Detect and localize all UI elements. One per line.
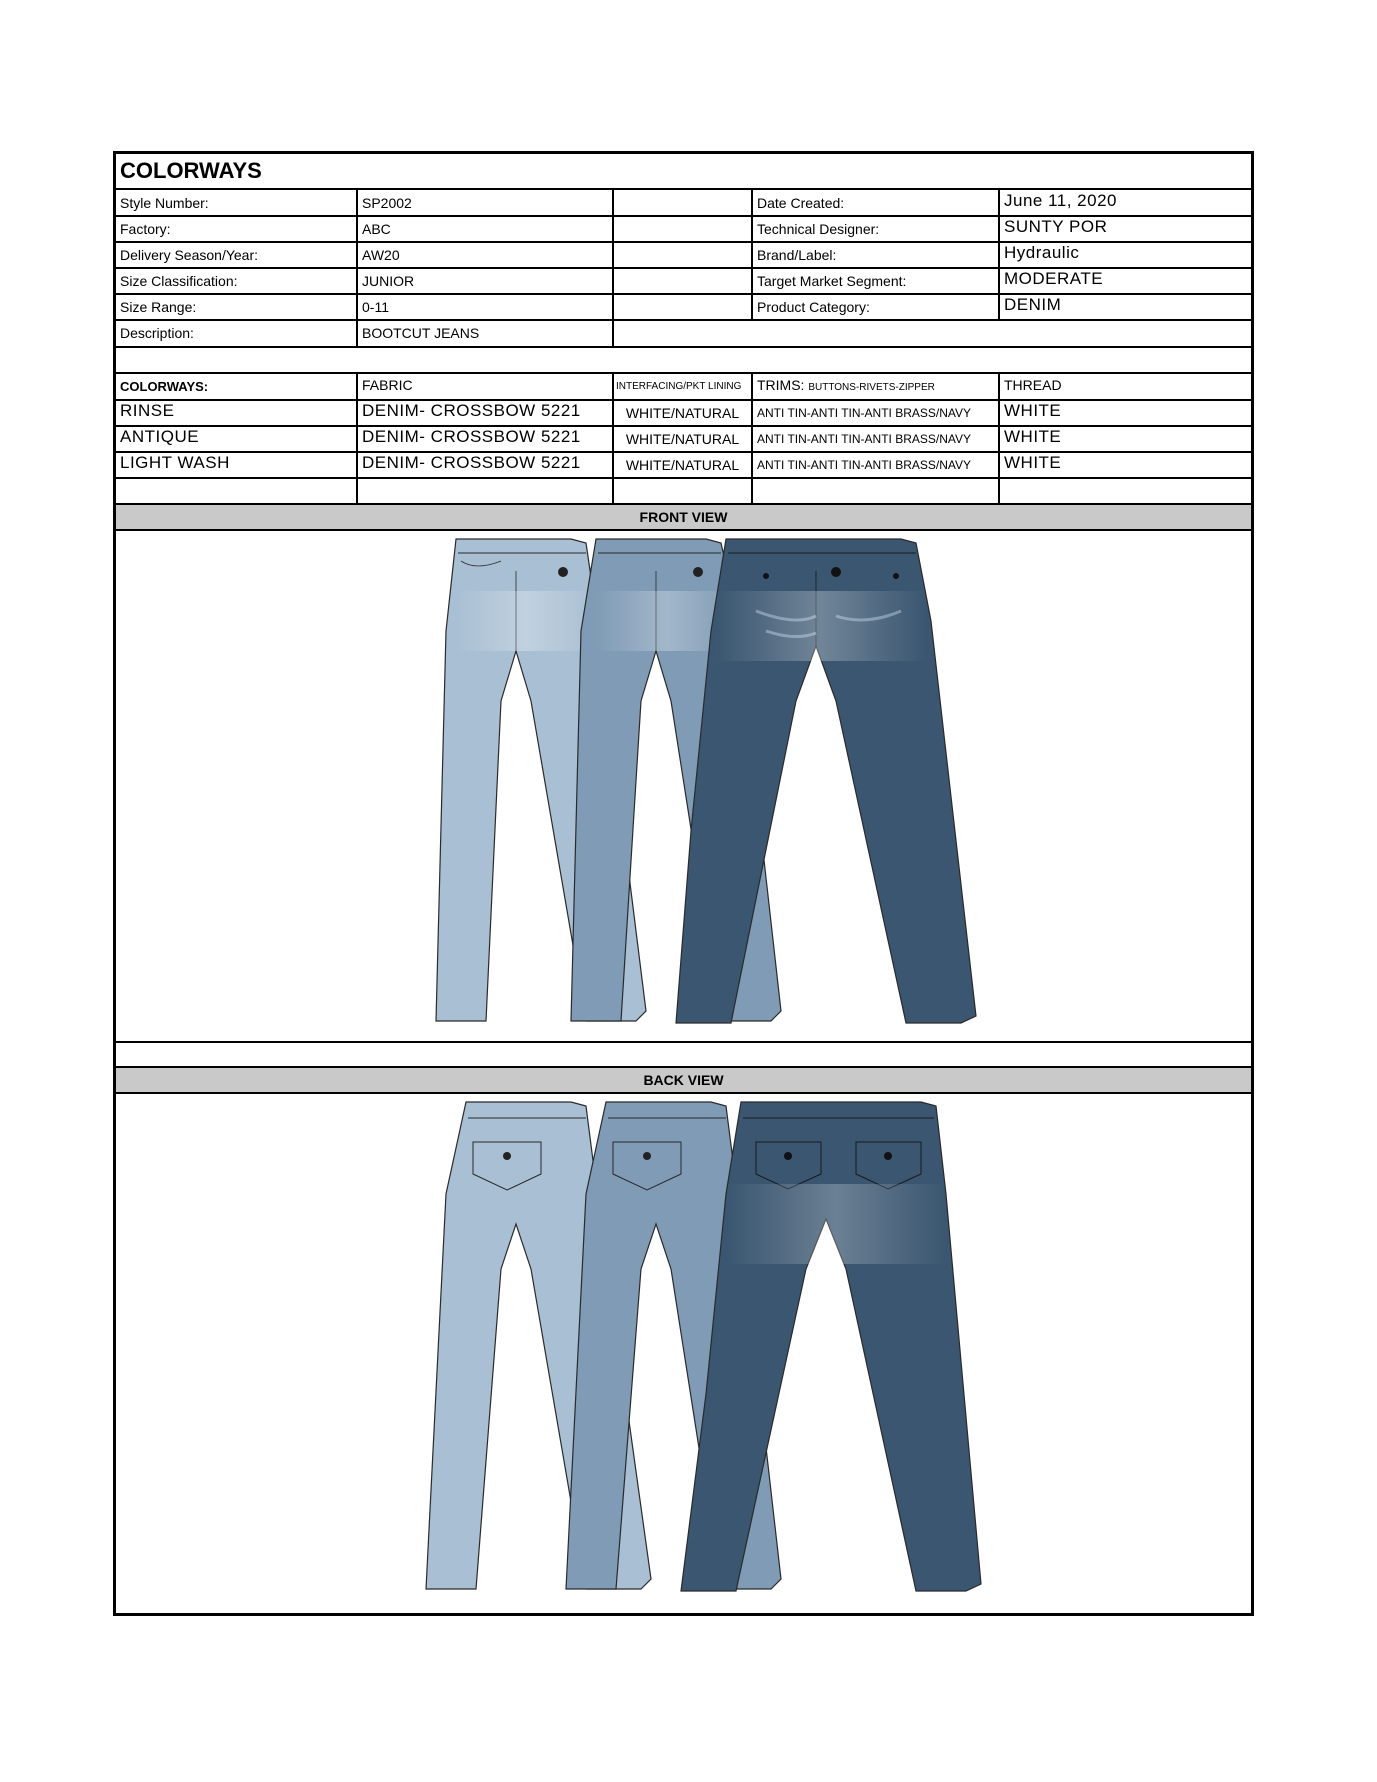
brand-value: Hydraulic [1004, 243, 1080, 262]
date-created-label: Date Created: [757, 195, 845, 211]
colorway-trims: ANTI TIN-ANTI TIN-ANTI BRASS/NAVY [757, 432, 972, 446]
colorways-sheet [113, 151, 1254, 1616]
back-view-bar: BACK VIEW [116, 1066, 1251, 1094]
fabric-header: FABRIC [362, 377, 413, 393]
date-created-value: June 11, 2020 [1004, 191, 1117, 210]
factory-label: Factory: [120, 221, 171, 237]
button-icon [558, 567, 568, 577]
product-category-value: DENIM [1004, 295, 1062, 314]
delivery-season-value: AW20 [362, 247, 400, 263]
colorway-thread: WHITE [1004, 401, 1062, 420]
colorway-trims: ANTI TIN-ANTI TIN-ANTI BRASS/NAVY [757, 458, 972, 472]
brand-label: Brand/Label: [757, 247, 837, 263]
colorway-fabric: DENIM- CROSSBOW 5221 [362, 453, 581, 472]
colorway-trims: ANTI TIN-ANTI TIN-ANTI BRASS/NAVY [757, 406, 972, 420]
size-range-label: Size Range: [120, 299, 197, 315]
delivery-season-label: Delivery Season/Year: [120, 247, 259, 263]
back-view-drawing [116, 1094, 1251, 1609]
button-icon [784, 1152, 792, 1160]
button-icon [884, 1152, 892, 1160]
colorway-thread: WHITE [1004, 453, 1062, 472]
trims-header-prefix: TRIMS: [757, 377, 809, 393]
technical-designer-label: Technical Designer: [757, 221, 880, 237]
description-value: BOOTCUT JEANS [362, 325, 480, 341]
front-jeans-rinse [676, 539, 976, 1023]
colorway-thread: WHITE [1004, 427, 1062, 446]
colorway-fabric: DENIM- CROSSBOW 5221 [362, 401, 581, 420]
product-category-label: Product Category: [757, 299, 870, 315]
style-number-label: Style Number: [120, 195, 209, 211]
technical-designer-value: SUNTY POR [1004, 217, 1108, 236]
button-icon [693, 567, 703, 577]
front-view-drawing [116, 531, 1251, 1041]
colorway-name: RINSE [120, 401, 175, 420]
colorway-interfacing: WHITE/NATURAL [625, 457, 740, 473]
colorway-name: ANTIQUE [120, 427, 200, 446]
button-icon [503, 1152, 511, 1160]
target-market-value: MODERATE [1004, 269, 1104, 288]
front-view-bar: FRONT VIEW [116, 503, 1251, 531]
factory-value: ABC [362, 221, 391, 237]
sheet-title: COLORWAYS [120, 158, 262, 183]
size-range-value: 0-11 [362, 299, 389, 315]
colorway-interfacing: WHITE/NATURAL [625, 405, 740, 421]
interfacing-header: INTERFACING/PKT LINING [616, 381, 742, 392]
description-label: Description: [120, 325, 194, 341]
colorways-header: COLORWAYS: [120, 379, 209, 394]
colorway-name: LIGHT WASH [120, 453, 230, 472]
style-number-value: SP2002 [362, 195, 412, 211]
target-market-label: Target Market Segment: [757, 273, 907, 289]
trims-header [753, 372, 998, 398]
button-icon [831, 567, 841, 577]
trims-header-suffix: BUTTONS-RIVETS-ZIPPER [808, 382, 935, 393]
button-icon [643, 1152, 651, 1160]
size-classification-label: Size Classification: [120, 273, 238, 289]
size-classification-value: JUNIOR [362, 273, 415, 289]
thread-header: THREAD [1004, 377, 1062, 393]
colorway-fabric: DENIM- CROSSBOW 5221 [362, 427, 581, 446]
colorway-interfacing: WHITE/NATURAL [625, 431, 740, 447]
